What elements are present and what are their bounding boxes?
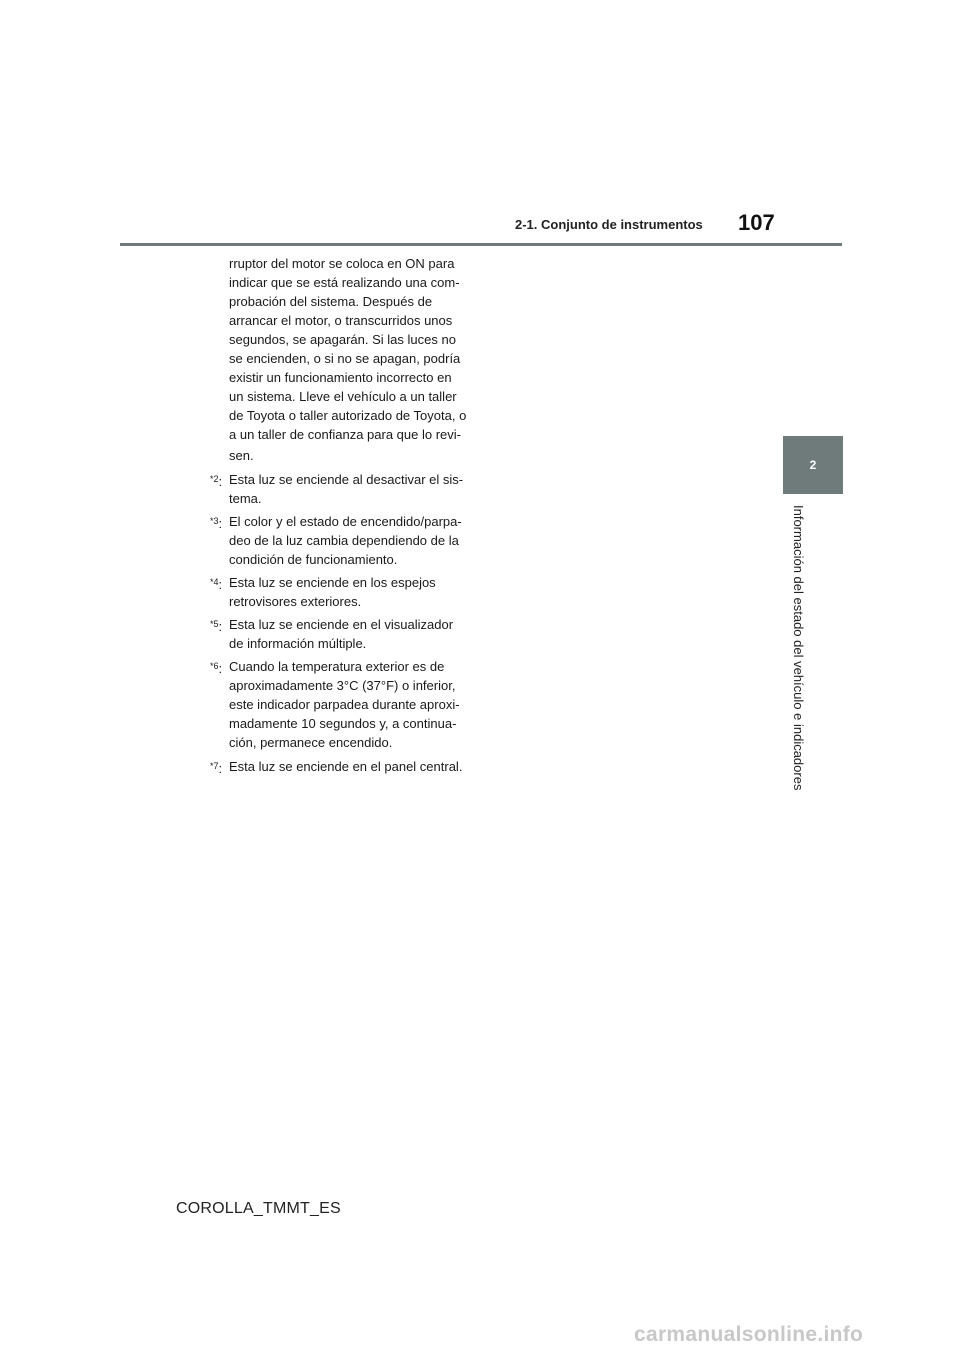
text-line: madamente 10 segundos y, a continua-	[229, 716, 457, 731]
footnote-marker: $^{*4}$:	[210, 577, 223, 592]
text-line: deo de la luz cambia dependiendo de la	[229, 533, 459, 548]
text-line: a un taller de confianza para que lo revi-	[229, 427, 461, 442]
page-number: 107	[738, 210, 775, 235]
text-line: segundos, se apagarán. Si las luces no	[229, 332, 456, 347]
text-line: condición de funcionamiento.	[229, 552, 398, 567]
section-header: 2-1. Conjunto de instrumentos	[515, 217, 703, 232]
text-line: arrancar el motor, o transcurridos unos	[229, 313, 453, 328]
chapter-number: 2	[809, 458, 817, 472]
text-line: ción, permanece encendido.	[229, 735, 393, 750]
footnote-marker: $^{*2}$:	[210, 474, 223, 489]
text-line: Esta luz se enciende en el visualizador	[229, 617, 454, 632]
text-line: de Toyota o taller autorizado de Toyota, o	[229, 408, 467, 423]
document-code: COROLLA_TMMT_ES	[176, 1200, 341, 1217]
text-line: aproximadamente 3°C (37°F) o inferior,	[229, 678, 456, 693]
watermark-text: carmanualsonline.info	[634, 1323, 864, 1346]
text-line: un sistema. Lleve el vehículo a un taller	[229, 389, 457, 404]
chapter-title: Información del estado del vehículo e indicadores	[791, 505, 806, 791]
text-line: Esta luz se enciende al desactivar el sis-	[229, 472, 464, 487]
text-line: existir un funcionamiento incorrecto en	[229, 370, 452, 385]
text-line: sen.	[229, 448, 254, 463]
text-line: Cuando la temperatura exterior es de	[229, 659, 445, 674]
text-line: probación del sistema. Después de	[229, 294, 433, 309]
footnote-marker: $^{*7}$:	[210, 761, 223, 776]
text-line: Esta luz se enciende en los espejos	[229, 575, 436, 590]
footnote-marker: $^{*6}$:	[210, 661, 223, 676]
text-line: retrovisores exteriores.	[229, 594, 362, 609]
text-line: El color y el estado de encendido/parpa-	[229, 514, 462, 529]
footnote-marker: $^{*3}$:	[210, 516, 223, 531]
text-line: este indicador parpadea durante aproxi-	[229, 697, 460, 712]
text-line: de información múltiple.	[229, 636, 367, 651]
text-line: rruptor del motor se coloca en ON para	[229, 256, 455, 271]
text-line: Esta luz se enciende en el panel central.	[229, 759, 463, 774]
text-line: indicar que se está realizando una com-	[229, 275, 460, 290]
footnote-marker: $^{*5}$:	[210, 619, 223, 634]
text-line: tema.	[229, 491, 262, 506]
text-line: se encienden, o si no se apagan, podría	[229, 351, 461, 366]
